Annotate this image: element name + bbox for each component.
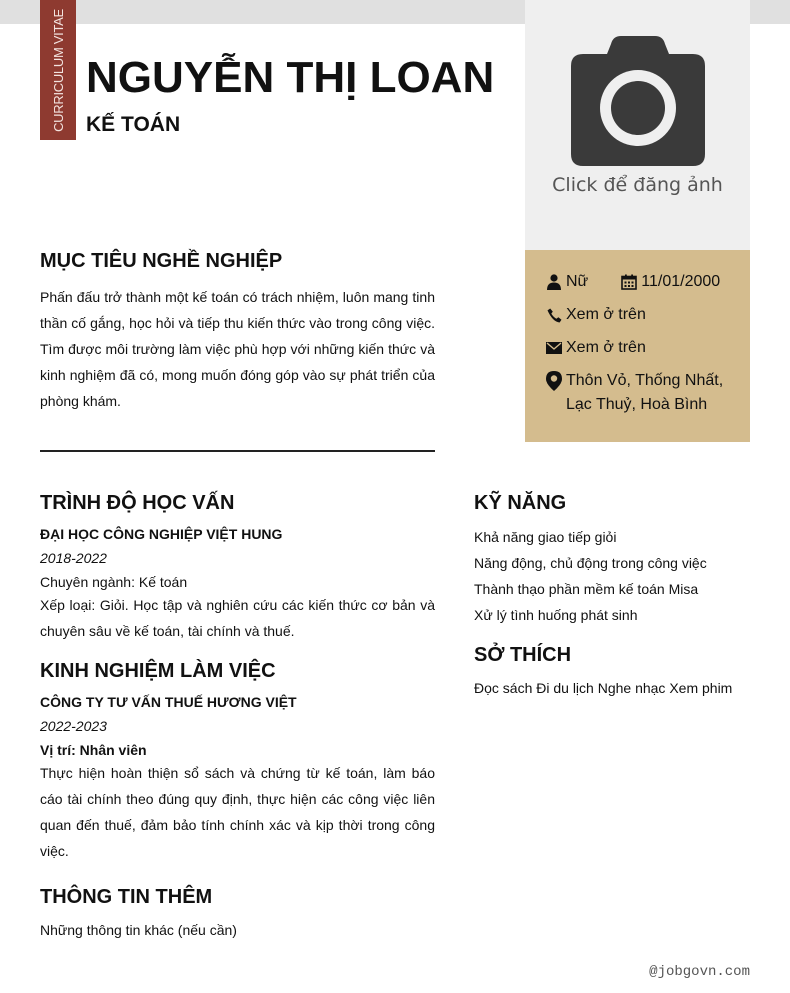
birthday-value[interactable]: 11/01/2000 xyxy=(641,273,721,290)
info-email xyxy=(545,336,734,360)
experience-period[interactable]: 2022-2023 xyxy=(40,718,107,734)
skill-item[interactable]: Khả năng giao tiếp giỏi xyxy=(474,529,617,545)
objective-title: MỤC TIÊU NGHỀ NGHIỆP xyxy=(40,250,283,272)
skill-item[interactable]: Thành thạo phần mềm kế toán Misa xyxy=(474,581,699,597)
info-address xyxy=(545,369,734,417)
curriculum-vitae-tag xyxy=(40,0,76,140)
experience-position[interactable]: Vị trí: Nhân viên xyxy=(40,742,147,758)
hobbies-text[interactable]: Đọc sách Đi du lịch Nghe nhạc Xem phim xyxy=(474,680,733,696)
experience-title: KINH NGHIỆM LÀM VIỆC xyxy=(40,660,276,682)
info-phone xyxy=(545,303,734,327)
curriculum-vitae-label: CURRICULUM VITAE xyxy=(50,8,66,132)
experience-company[interactable]: CÔNG TY TƯ VẤN THUẾ HƯƠNG VIỆT xyxy=(40,694,297,710)
address-value[interactable]: Thôn Vỏ, Thống Nhất, Lạc Thuỷ, Hoà Bình xyxy=(566,372,724,413)
education-major[interactable]: Chuyên ngành: Kế toán xyxy=(40,574,188,590)
candidate-name[interactable]: NGUYỄN THỊ LOAN xyxy=(86,53,495,102)
education-detail[interactable]: Xếp loại: Giỏi. Học tập và nghiên cứu các kiến thức cơ bản và chuyên sâu về kế toán, tài chính và thuế. xyxy=(40,597,435,639)
phone-icon xyxy=(545,303,563,327)
skill-item[interactable]: Năng động, chủ động trong công việc xyxy=(474,555,707,571)
skills-title: KỸ NĂNG xyxy=(474,492,567,514)
left-column xyxy=(40,490,435,940)
right-column xyxy=(474,490,750,698)
envelope-icon xyxy=(545,336,563,360)
gender-value[interactable]: Nữ xyxy=(566,273,589,290)
info-gender xyxy=(545,270,588,294)
phone-value[interactable]: Xem ở trên xyxy=(566,306,646,323)
info-row-gender-birthday xyxy=(545,270,734,294)
extra-info-section xyxy=(40,884,435,940)
skills-section xyxy=(474,490,750,628)
experience-detail[interactable]: Thực hiện hoàn thiện sổ sách và chứng từ kế toán, làm báo cáo tài chính theo đúng quy định, thực hiện các công việc liên quan đến thuế, đảm bảo tính chính xác và kịp thời trong công việc. xyxy=(40,765,435,859)
photo-upload[interactable] xyxy=(525,0,750,250)
skills-list xyxy=(474,524,750,628)
job-title[interactable]: KẾ TOÁN xyxy=(86,113,181,136)
section-divider xyxy=(40,450,435,452)
education-title: TRÌNH ĐỘ HỌC VẤN xyxy=(40,492,235,514)
watermark: @jobgovn.com xyxy=(649,964,750,980)
info-birthday xyxy=(620,270,720,294)
extra-info-text[interactable]: Những thông tin khác (nếu cần) xyxy=(40,922,237,938)
objective-text[interactable]: Phấn đấu trở thành một kế toán có trách nhiệm, luôn mang tinh thần cố gắng, học hỏi và tiếp thu kiến thức vào trong công việc. Tìm được môi trường làm việc phù hợp với những kiến thức và kinh nghiệm đã có, mong muốn đóng góp vào sự phát triển của phòng khám. xyxy=(40,289,435,409)
photo-upload-label: Click để đăng ảnh xyxy=(552,174,723,196)
education-school[interactable]: ĐẠI HỌC CÔNG NGHIỆP VIỆT HUNG xyxy=(40,526,283,542)
extra-info-title: THÔNG TIN THÊM xyxy=(40,886,213,908)
skill-item[interactable]: Xử lý tình huống phát sinh xyxy=(474,607,638,623)
education-period[interactable]: 2018-2022 xyxy=(40,550,107,566)
hobbies-section xyxy=(474,642,750,698)
personal-info-panel xyxy=(525,250,750,442)
hobbies-title: SỞ THÍCH xyxy=(474,644,572,666)
camera-icon xyxy=(571,36,705,166)
education-section xyxy=(40,490,435,644)
experience-section xyxy=(40,658,435,864)
email-value[interactable]: Xem ở trên xyxy=(566,339,646,356)
calendar-icon xyxy=(620,270,638,294)
person-icon xyxy=(545,270,563,294)
career-objective-section xyxy=(40,248,435,414)
map-pin-icon xyxy=(545,369,563,393)
